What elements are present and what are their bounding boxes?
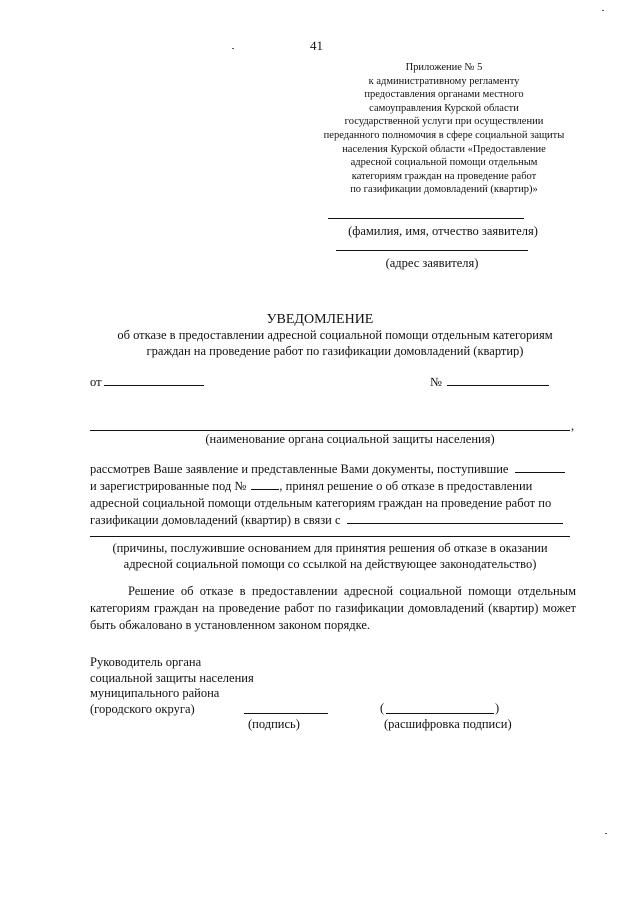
scan-speck [602, 10, 604, 11]
signature-line [244, 713, 328, 714]
body-line-3: адресной социальной помощи отдельным категориям граждан на проведение работ по [90, 496, 552, 510]
number-label: № [430, 375, 442, 389]
authority-caption: (наименование органа социальной защиты населения) [205, 432, 495, 446]
body-line-4 [90, 513, 563, 528]
decoding-caption: (расшифровка подписи) [384, 717, 512, 731]
reasons-line [90, 536, 570, 537]
appendix-line: по газификации домовладений (квартир)» [350, 184, 538, 196]
notice-subtitle: об отказе в предоставлении адресной социальной помощи отдельным категориям граждан на проведение работ по газификации домовладений (квартир) [117, 328, 553, 358]
decoding-open-paren: ( [380, 701, 385, 715]
appeal-paragraph: Решение об отказе в предоставлении адресной социальной помощи отдельным категориям граждан на проведение работ по газификации домовладений (квартир) может быть обжаловано в установленном законом порядке. [90, 584, 576, 632]
signatory-block [90, 655, 254, 717]
page-number: 41 [310, 38, 323, 53]
signatory-line: социальной защиты населения [90, 670, 254, 685]
appendix-line: адресной социальной помощи отдельным [350, 157, 538, 169]
notice-title: УВЕДОМЛЕНИЕ [266, 312, 374, 327]
appendix-line: категориям граждан на проведение работ [351, 170, 537, 182]
signatory-line: (городского округа) [90, 701, 195, 716]
from-label: от [90, 375, 102, 389]
applicant-name-caption: (фамилия, имя, отчество заявителя) [348, 224, 538, 238]
body-line-1 [90, 462, 565, 477]
appendix-line: самоуправления Курской области [369, 102, 519, 114]
body-line-2 [90, 479, 532, 494]
applicant-address-caption: (адрес заявителя) [385, 256, 479, 270]
registration-number-blank [251, 479, 279, 490]
scan-speck [232, 48, 234, 49]
appendix-line: населения Курской области «Предоставление [342, 143, 546, 155]
applicant-address-line [336, 250, 528, 251]
authority-comma: , [571, 419, 575, 433]
body-text: и зарегистрированные под № [90, 479, 247, 493]
number-line [447, 385, 549, 386]
decoding-close-paren: ) [495, 701, 500, 715]
appendix-line: государственной услуги при осуществлении [344, 116, 544, 128]
received-date-blank [515, 462, 565, 473]
reasons-caption-line: адресной социальной помощи со ссылкой на действующее законодательство) [123, 557, 537, 571]
appendix-header [300, 61, 588, 197]
decoding-line [386, 713, 494, 714]
body-text: , принял решение о об отказе в предоставлении [279, 479, 533, 493]
appendix-line: Приложение № 5 [405, 62, 483, 73]
body-text: газификации домовладений (квартир) в связи с [90, 513, 341, 527]
date-line [104, 385, 204, 386]
appendix-line: переданного полномочия в сфере социальной защиты [323, 129, 565, 141]
reason-blank [347, 513, 563, 524]
signatory-line: муниципального района [90, 686, 220, 700]
appendix-line: к административному регламенту [368, 75, 520, 87]
reasons-caption [90, 540, 570, 572]
scan-speck [605, 833, 607, 834]
signatory-line: Руководитель органа [90, 655, 202, 669]
body-text: рассмотрев Ваше заявление и представленные Вами документы, поступившие [90, 462, 509, 476]
applicant-name-line [328, 218, 524, 219]
reasons-caption-line: (причины, послужившие основанием для принятия решения об отказе в оказании [112, 541, 548, 555]
appendix-line: предоставления органами местного [364, 89, 524, 101]
signature-caption: (подпись) [248, 717, 300, 731]
authority-line [90, 430, 570, 431]
